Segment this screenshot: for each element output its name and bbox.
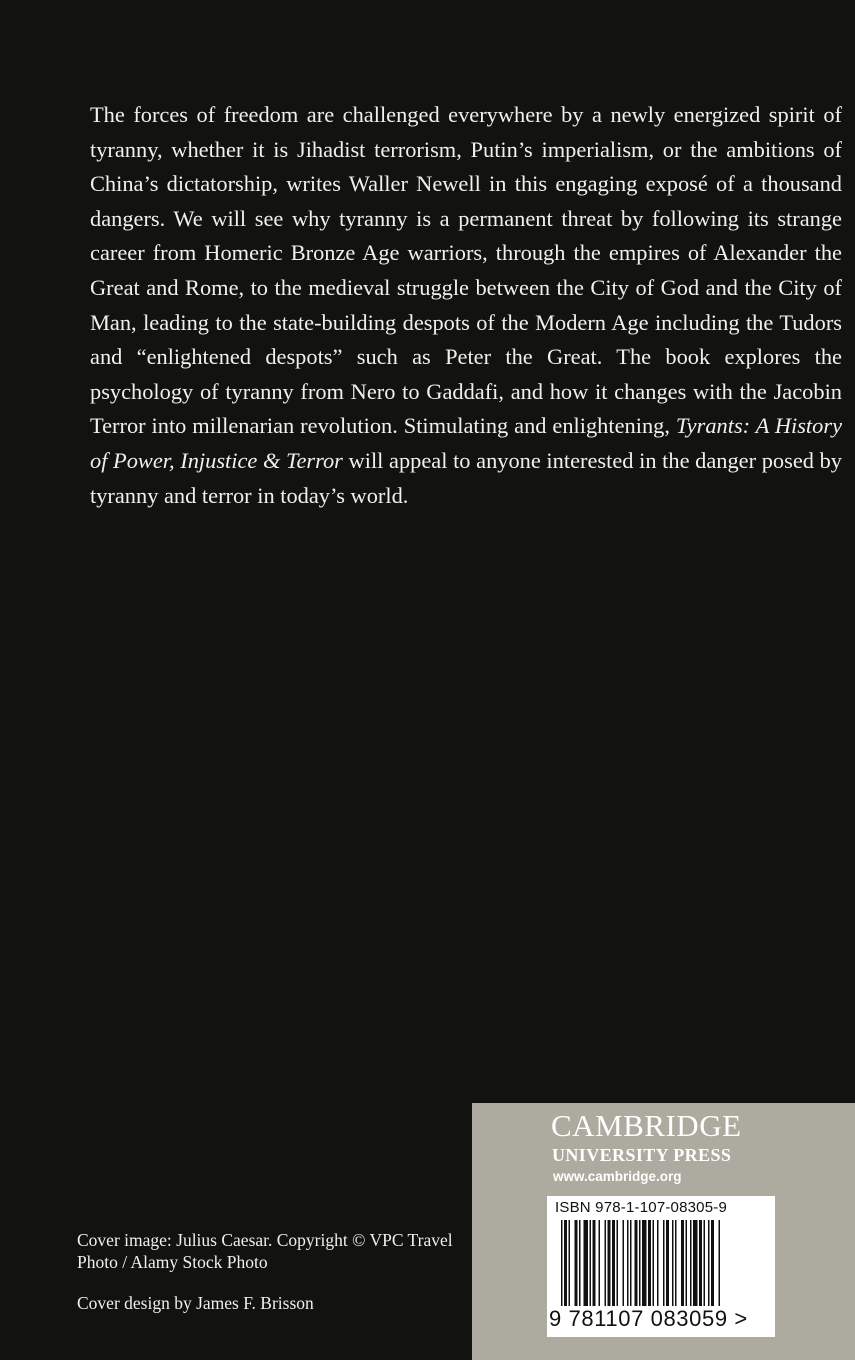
barcode-bar [627,1220,629,1306]
isbn-label: ISBN 978-1-107-08305-9 [555,1199,728,1216]
barcode-bar [575,1220,578,1306]
barcode-bar [617,1220,619,1306]
publisher-panel [472,1103,855,1360]
barcode-bar [569,1220,571,1306]
blurb-text-part2: will appeal to anyone interested in the danger posed by tyranny and terror in today’s world. [90,447,842,508]
publisher-logo-press: UNIVERSITY PRESS [552,1145,732,1165]
barcode-bar [666,1220,669,1306]
publisher-logo-name: CAMBRIDGE [551,1108,742,1143]
barcode-bar [653,1220,655,1306]
barcode-bar [711,1220,714,1306]
barcode-bar [630,1220,632,1306]
barcode-bar [623,1220,625,1306]
barcode-bar [579,1220,581,1306]
barcode-digits: 9 781107 083059 > [549,1306,748,1331]
barcode-bar [663,1220,665,1306]
barcode-bar [657,1220,659,1306]
barcode-bar [612,1220,615,1306]
barcode-bar [681,1220,684,1306]
cover-credits [77,1230,467,1315]
publisher-url: www.cambridge.org [553,1169,682,1184]
barcode-bar [675,1220,677,1306]
barcode-bar [699,1220,702,1306]
barcode-bar [599,1220,601,1306]
barcode-bar [642,1220,647,1306]
cover-design-credit: Cover design by James F. Brisson [77,1293,314,1313]
barcode-bar [693,1220,698,1306]
barcode-bar [584,1220,589,1306]
barcode-bar [635,1220,638,1306]
barcode-bar [608,1220,611,1306]
blurb-text-part1: The forces of freedom are challenged everywhere by a newly energized spirit of tyranny, whether it is Jihadist terrorism, Putin’s imperialism, or the ambitions of China’s dictatorship, writes Waller Newell in this engaging exposé of a thousand dangers. We will see why tyranny is a permanent threat by following its strange career from Homeric Bronze Age warriors, through the empires of Alexander the Great and Rome, to the medieval struggle between the City of God and the City of Man, leading to the state-building despots of the Modern Age including the Tudors and “enlightened despots” such as Peter the Great. The book explores the psychology of tyranny from Nero to Gaddafi, and how it changes with the Jacobin Terror into millenarian revolution. Stimulating and enlightening, [90,102,842,439]
barcode-bar [639,1220,641,1306]
barcode-bar [690,1220,692,1306]
book-title: Tyrants: A History of Power, Injustice & Terror [90,413,843,473]
barcode-box [547,1196,775,1337]
back-cover-blurb [90,98,842,513]
barcode-bar [719,1220,721,1306]
barcode-bar [605,1220,607,1306]
barcode-bar [672,1220,674,1306]
cover-image-credit: Cover image: Julius Caesar. Copyright © VPC Travel Photo / Alamy Stock Photo [77,1230,453,1272]
barcode-bar [708,1220,710,1306]
barcode-bar [704,1220,706,1306]
barcode-bar [686,1220,688,1306]
barcode-bar [648,1220,651,1306]
barcode-bar [593,1220,596,1306]
barcode-bar [590,1220,592,1306]
barcode-bar [561,1220,563,1306]
barcode-bar [564,1220,567,1306]
